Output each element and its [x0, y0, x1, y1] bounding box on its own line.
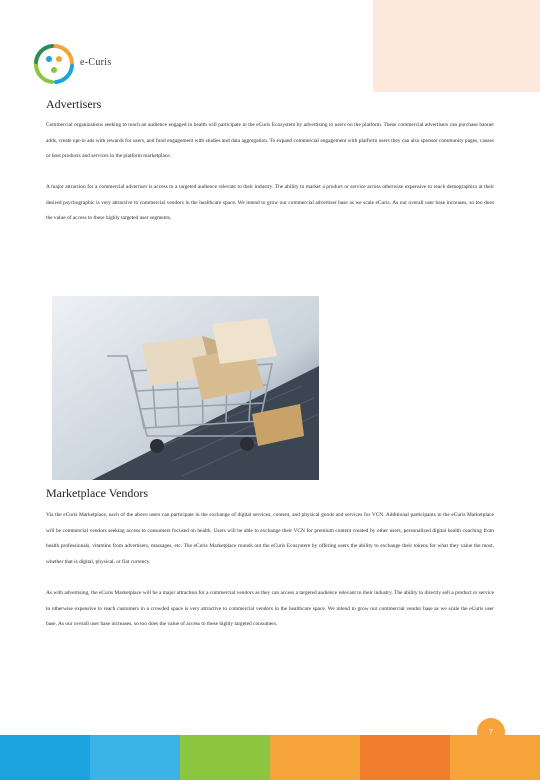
ecuris-logo — [32, 42, 76, 86]
page-number-badge: 7 — [477, 718, 505, 746]
advertisers-paragraph-2: A major attraction for a commercial advertiser is access to a targeted audience relevant to their industry. The ability to market a product or service across otherwise expensive to reach demographics at their desired psychographic is very attractive to commercial vendors in the healthcare space. We intend to grow our commercial advertiser base as we scale eCuris. As our overall user base increases, so too does the value of access to these highly targeted user segments. — [46, 184, 494, 222]
footer-color-bar — [0, 735, 540, 780]
marketplace-paragraph-2: As with advertising, the eCuris Marketplace will be a major attraction for a commercial vendors as they can access a targeted audience relevant to their industry. The ability to directly sell a product or service to otherwise expensive to reach customers in a crowded space is very attractive to commercial vendors in the healthcare space. We intend to grow our commercial vendor base as we scale the eCuris user base. As our overall user base increases, so too does the value of access to these highly targeted consumers. — [46, 590, 494, 628]
advertisers-heading: Advertisers — [46, 97, 102, 111]
marketplace-heading: Marketplace Vendors — [46, 486, 149, 500]
brand-name: e-Curis — [80, 57, 112, 68]
corner-accent — [373, 0, 540, 92]
marketplace-paragraph-1: Via the eCuris Marketplace, each of the above users can participate in the exchange of digital services, content, and physical goods and services for VCN. Additional participants in the eCuris Marketplace will be commercial vendors seeking access to consumers focused on health. Users will be able to exchange their VCN for premium content created by other users, personalized digital health coaching from health professionals, vitamins from advertisers, massages, etc. The eCuris Marketplace rounds out the eCuris Ecosystem by offering users the ability to exchange their tokens for what they value the most, whether that is digital, physical, or fiat currency. — [46, 512, 494, 565]
shopping-cart-laptop-photo — [52, 296, 319, 480]
advertisers-paragraph-1: Commercial organizations seeking to reach an audience engaged in health will participate in the eCuris Ecosystem by advertising to users on the platform. These commercial advertisers can purchase banner adds, create opt-in ads with rewards for users, and fund engagement with studies and data aggregation. To expand commercial engagement with platform users they can also sponsor community pages, causes or host products and services in the platform marketplace. — [46, 122, 494, 160]
